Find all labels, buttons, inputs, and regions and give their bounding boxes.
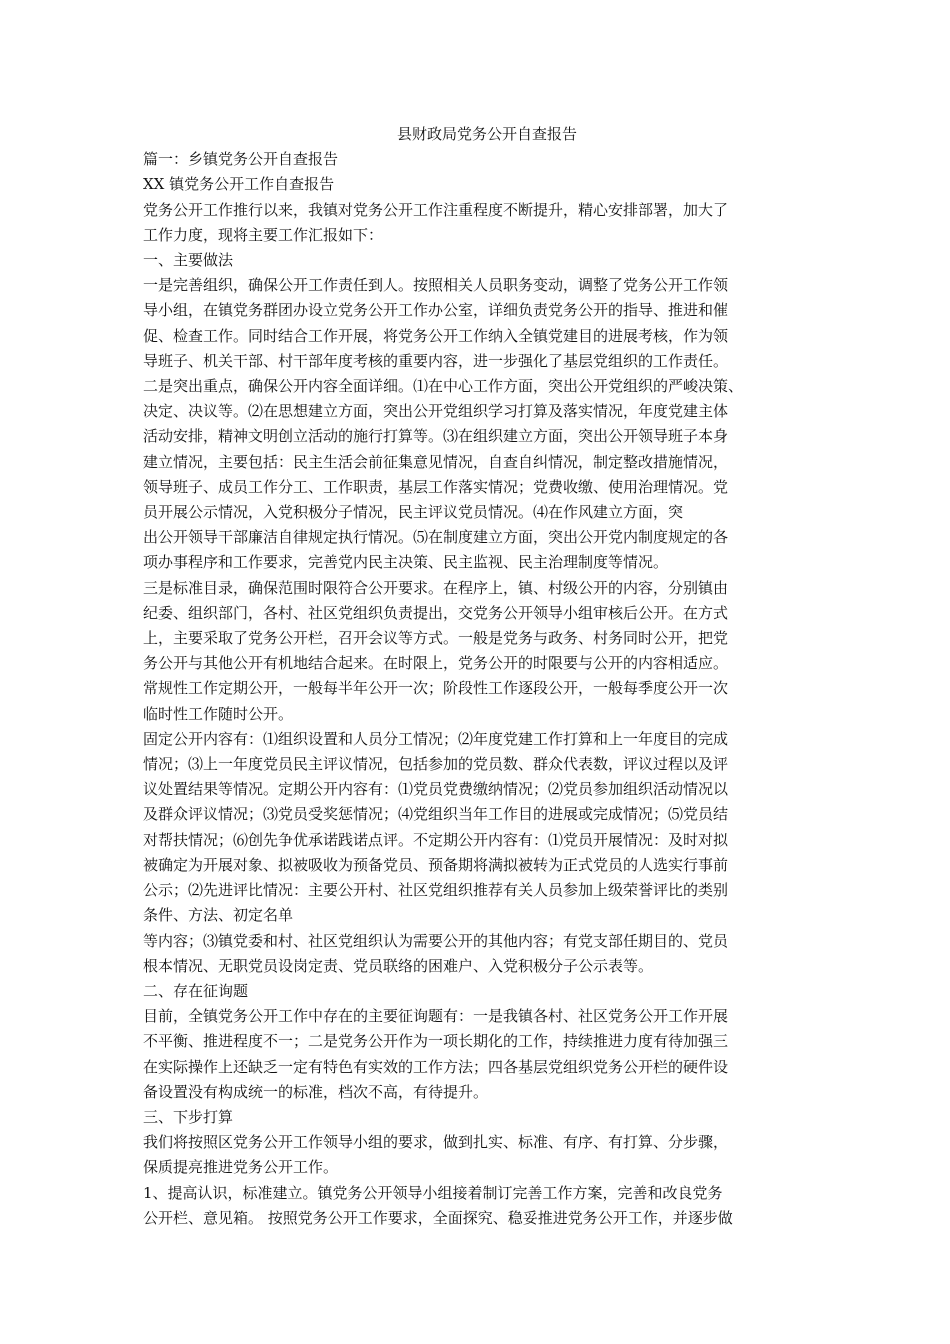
text-line: 决定、决议等。⑵在思想建立方面，突出公开党组织学习打算及落实情况，年度党建主体: [143, 402, 729, 421]
text-line: 一、主要做法: [143, 251, 234, 270]
text-line: 篇一：乡镇党务公开自查报告: [143, 150, 339, 169]
text-line: 固定公开内容有：⑴组织设置和人员分工情况；⑵年度党建工作打算和上一年度目的完成: [143, 729, 729, 748]
document-body: [143, 147, 811, 1231]
text-line: 在实际操作上还缺乏一定有特色有实效的工作方法；四各基层党组织党务公开栏的硬件设: [143, 1057, 729, 1076]
text-line: 活动安排，精神文明创立活动的施行打算等。⑶在组织建立方面，突出公开领导班子本身: [143, 427, 729, 446]
text-line: 三是标准目录，确保范围时限符合公开要求。在程序上，镇、村级公开的内容，分别镇由: [143, 578, 729, 597]
text-line: 纪委、组织部门，各村、社区党组织负责提出，交党务公开领导小组审核后公开。在方式: [143, 603, 729, 622]
text-line: 对帮扶情况；⑹创先争优承诺践诺点评。不定期公开内容有：⑴党员开展情况：及时对拟: [143, 830, 729, 849]
text-line: 上，主要采取了党务公开栏，召开会议等方式。一般是党务与政务、村务同时公开，把党: [143, 629, 729, 648]
text-line: 议处置结果等情况。定期公开内容有：⑴党员党费缴纳情况；⑵党员参加组织活动情况以: [143, 780, 729, 799]
text-line: 临时性工作随时公开。: [143, 704, 294, 723]
text-line: 不平衡、推进程度不一；二是党务公开作为一项长期化的工作，持续推进力度有待加强三: [143, 1032, 729, 1051]
document-page: [143, 122, 811, 1231]
text-line: 条件、方法、初定名单: [143, 906, 294, 925]
text-line: 情况；⑶上一年度党员民主评议情况，包括参加的党员数、群众代表数，评议过程以及评: [143, 755, 729, 774]
text-line: 常规性工作定期公开，一般每半年公开一次；阶段性工作逐段公开，一般每季度公开一次: [143, 679, 729, 698]
text-line: 三、下步打算: [143, 1107, 234, 1126]
text-line: 领导班子、成员工作分工、工作职责，基层工作落实情况；党费收缴、使用治理情况。党: [143, 477, 729, 496]
text-line: 二、存在征询题: [143, 981, 249, 1000]
text-line: 党务公开工作推行以来，我镇对党务公开工作注重程度不断提升，精心安排部署，加大了: [143, 200, 729, 219]
text-line: 二是突出重点，确保公开内容全面详细。⑴在中心工作方面，突出公开党组织的严峻决策、: [143, 377, 744, 396]
text-line: 建立情况，主要包括：民主生活会前征集意见情况，自查自纠情况，制定整改措施情况，: [143, 452, 729, 471]
text-line: 保质提亮推进党务公开工作。: [143, 1158, 339, 1177]
text-line: 促、检查工作。同时结合工作开展，将党务公开工作纳入全镇党建目的进展考核，作为领: [143, 326, 729, 345]
text-line: XX 镇党务公开工作自查报告: [143, 175, 335, 194]
document-title: 县财政局党务公开自查报告: [396, 125, 577, 143]
text-line: 等内容；⑶镇党委和村、社区党组织认为需要公开的其他内容；有党支部任期目的、党员: [143, 931, 729, 950]
text-line: 员开展公示情况，入党积极分子情况，民主评议党员情况。⑷在作风建立方面，突: [143, 503, 684, 522]
text-line: 一是完善组织，确保公开工作责任到人。按照相关人员职务变动，调整了党务公开工作领: [143, 276, 729, 295]
text-line: 出公开领导干部廉洁自律规定执行情况。⑸在制度建立方面，突出公开党内制度规定的各: [143, 528, 729, 547]
text-line: 备设置没有构成统一的标准，档次不高，有待提升。: [143, 1082, 489, 1101]
text-line: 我们将按照区党务公开工作领导小组的要求，做到扎实、标准、有序、有打算、分步骤，: [143, 1133, 729, 1152]
text-line: 1、提高认识，标准建立。镇党务公开领导小组接着制订完善工作方案，完善和改良党务: [143, 1183, 723, 1202]
text-line: 公示；⑵先进评比情况：主要公开村、社区党组织推荐有关人员参加上级荣誉评比的类别: [143, 881, 729, 900]
text-line: 务公开与其他公开有机地结合起来。在时限上，党务公开的时限要与公开的内容相适应。: [143, 654, 729, 673]
text-line: 工作力度，现将主要工作汇报如下：: [143, 225, 384, 244]
text-line: 及群众评议情况；⑶党员受奖惩情况；⑷党组织当年工作目的进展或完成情况；⑸党员结: [143, 805, 729, 824]
text-line: 根本情况、无职党员设岗定责、党员联络的困难户、入党积极分子公示表等。: [143, 956, 654, 975]
text-line: 项办事程序和工作要求，完善党内民主决策、民主监视、民主治理制度等情况。: [143, 553, 669, 572]
text-line: 导小组，在镇党务群团办设立党务公开工作办公室，详细负责党务公开的指导、推进和催: [143, 301, 729, 320]
text-line: 公开栏、意见箱。 按照党务公开工作要求，全面探究、稳妥推进党务公开工作，并逐步做: [143, 1208, 733, 1227]
text-line: 目前，全镇党务公开工作中存在的主要征询题有：一是我镇各村、社区党务公开工作开展: [143, 1007, 729, 1026]
text-line: 导班子、机关干部、村干部年度考核的重要内容，进一步强化了基层党组织的工作责任。: [143, 351, 729, 370]
text-line: 被确定为开展对象、拟被吸收为预备党员、预备期将满拟被转为正式党员的人选实行事前: [143, 855, 729, 874]
